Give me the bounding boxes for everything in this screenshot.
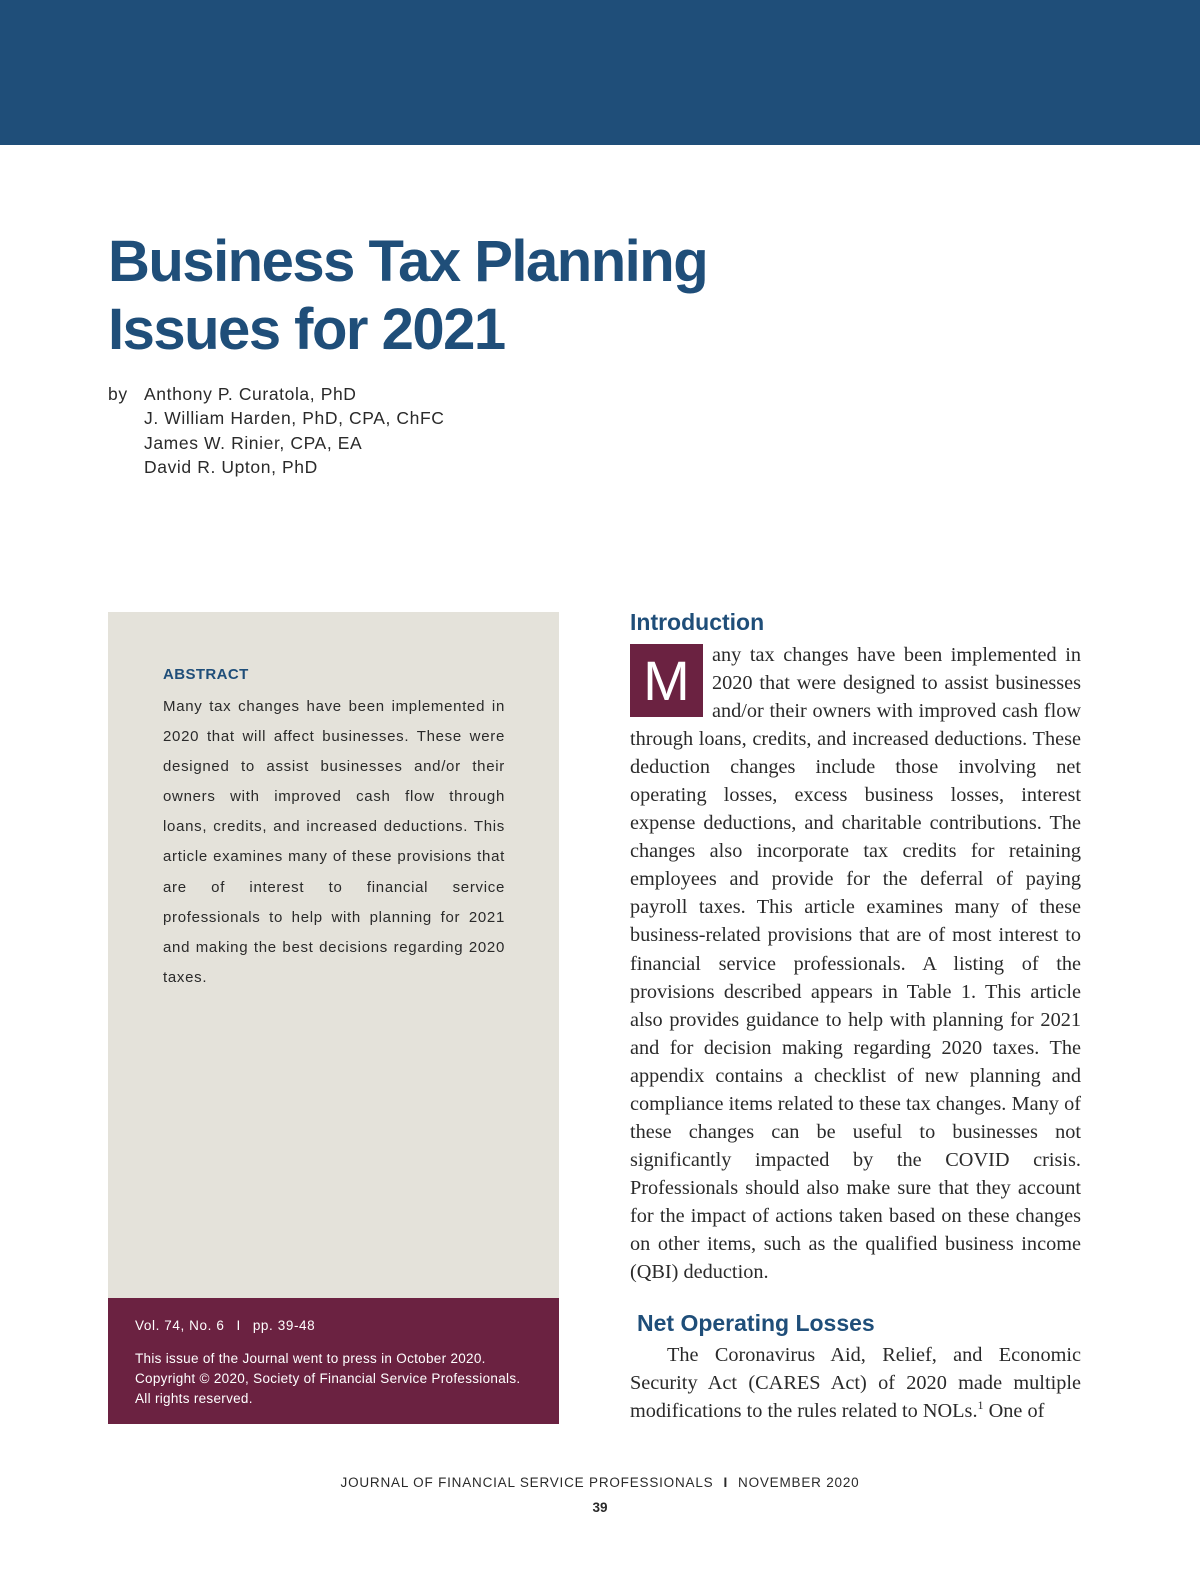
journal-name: JOURNAL OF FINANCIAL SERVICE PROFESSIONALS [340, 1475, 714, 1490]
press-line-1: This issue of the Journal went to press in October 2020. [135, 1351, 486, 1366]
nol-body: The Coronavirus Aid, Relief, and Economic Security Act (CARES Act) of 2020 made multiple modifications to the rules related to NOLs. [630, 1344, 1081, 1423]
abstract-text: Many tax changes have been implemented in 2020 that will affect businesses. These were designed to assist businesses and/or their owners with improved cash flow through loans, credits, and increased deductions. This article examines many of these provisions that are of interest to financial service professionals to help with planning for 2021 and making the best decisions regarding 2020 taxes. [163, 698, 505, 986]
nol-body-continued: One of [983, 1400, 1045, 1423]
title-line-2: Issues for 2021 [108, 297, 505, 362]
issue-info-box [108, 1298, 559, 1424]
author-list [144, 382, 445, 479]
drop-cap: M [630, 644, 703, 717]
article-title [108, 228, 868, 364]
abstract-box [108, 612, 559, 1298]
author-2: J. William Harden, PhD, CPA, ChFC [144, 408, 445, 429]
press-line-3: All rights reserved. [135, 1391, 253, 1406]
net-operating-losses-text [630, 1341, 1081, 1425]
header-band [0, 0, 1200, 145]
press-note [135, 1349, 545, 1409]
footnote-ref[interactable]: 1 [977, 1398, 984, 1413]
page-range: pp. 39-48 [252, 1318, 316, 1333]
volume-number: Vol. 74, No. 6 [135, 1318, 225, 1333]
by-label: by [108, 384, 128, 404]
abstract-heading: ABSTRACT [163, 666, 249, 683]
press-line-2: Copyright © 2020, Society of Financial Service Professionals. [135, 1371, 521, 1386]
issue-date: NOVEMBER 2020 [738, 1475, 860, 1490]
introduction-heading: Introduction [630, 609, 765, 635]
net-operating-losses-heading: Net Operating Losses [637, 1310, 875, 1336]
author-1: Anthony P. Curatola, PhD [144, 384, 357, 404]
introduction-body: any tax changes have been implemented in 2020 that were designed to assist businesses and/or their owners with improved cash flow through loans, credits, and increased deductions. These deduction changes include those involving net operating losses, excess business losses, interest expense deductions, and charitable contributions. The changes also incorporate tax credits for retaining employees and provide for the deferral of paying payroll taxes. This article examines many of these business-related provisions that are of most interest to financial service professionals. A listing of the provisions described appears in Table 1. This article also provides guidance to help with planning for 2021 and for decision making regarding 2020 taxes. The appendix contains a checklist of new planning and compliance items related to these tax changes. Many of these changes can be useful to businesses not significantly impacted by the COVID crisis. Professionals should also make sure that they account for the impact of actions taken based on these changes on other items, such as the qualified business income (QBI) deduction. [630, 644, 1081, 1284]
author-4: David R. Upton, PhD [144, 456, 318, 477]
volume-line [135, 1318, 315, 1333]
introduction-text [630, 641, 1081, 1286]
author-3: James W. Rinier, CPA, EA [144, 432, 363, 453]
page-number: 39 [592, 1500, 608, 1515]
volume-separator: I [236, 1318, 241, 1333]
title-line-1: Business Tax Planning [108, 229, 708, 294]
page-footer [0, 1475, 1200, 1490]
footer-divider: I [723, 1475, 729, 1490]
